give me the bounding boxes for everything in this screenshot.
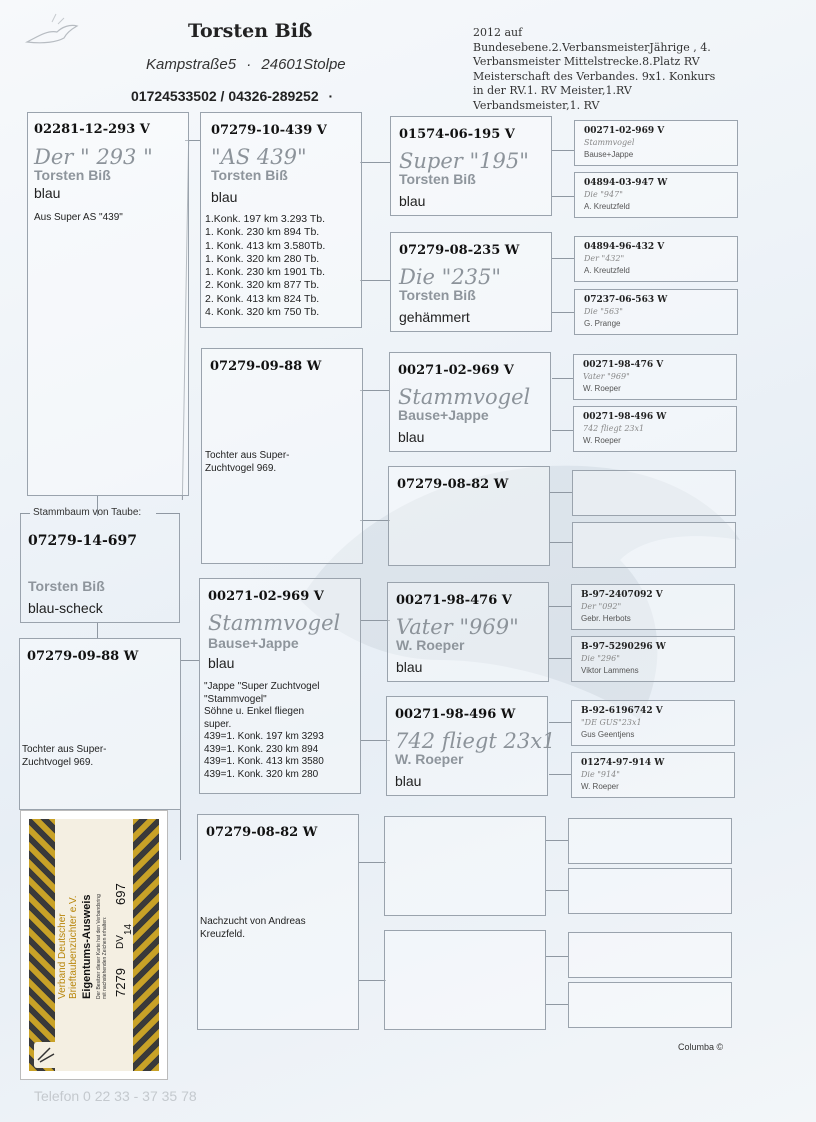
- dv-label: DV: [115, 935, 126, 949]
- g4-box: [568, 932, 732, 978]
- ornament-strip-right: [133, 819, 159, 1071]
- phones: 01724533502 / 04326-289252: [131, 88, 319, 104]
- card-fine-print-2: mit nachstehenden Zeichen erhalten:: [102, 916, 108, 999]
- g4-box: [571, 584, 735, 630]
- note-line: 439=1. Konk. 230 km 894: [204, 743, 319, 755]
- pigeon-note: [22, 743, 107, 769]
- g4-box: [573, 406, 737, 452]
- subject-ring-number: 07279-14-697: [28, 533, 138, 549]
- breeder: Viktor Lammens: [581, 666, 639, 675]
- org-line2: Brieftaubenzüchter e.V.: [68, 895, 79, 999]
- ring-number: 04894-96-432 V: [584, 242, 665, 252]
- pigeon-name: 742 fliegt 23x1: [395, 729, 556, 753]
- mother-box: [19, 638, 181, 810]
- breeder: W. Roeper: [583, 436, 621, 445]
- pigeon-name: Vater "969": [583, 372, 630, 381]
- street: Kampstraße5: [146, 56, 237, 73]
- g4-box: [571, 700, 735, 746]
- note-line: super.: [204, 718, 232, 730]
- g4-box: [574, 289, 738, 335]
- result-line: 1. Konk. 413 km 3.580Tb.: [205, 239, 326, 252]
- father-box: [27, 112, 189, 496]
- club-number: 7279: [113, 968, 128, 997]
- g4-box: [568, 868, 732, 914]
- result-line: 4. Konk. 320 km 750 Tb.: [205, 306, 320, 319]
- bird-logo-icon: [22, 12, 82, 62]
- achievements: [473, 26, 773, 113]
- ornament-strip-left: [29, 819, 55, 1071]
- org-line1: Verband Deutscher: [57, 913, 68, 999]
- mf-box: [199, 578, 361, 794]
- note-line: Zuchtvogel 969.: [22, 757, 94, 768]
- ring-number: 07279-09-88 W: [210, 359, 322, 374]
- pigeon-note: [205, 449, 290, 475]
- owner-phones: [131, 88, 333, 104]
- ring-number: 07237-06-563 W: [584, 295, 668, 305]
- pigeon-name: Stammvogel: [584, 138, 635, 147]
- separator: ·: [246, 56, 252, 73]
- achievement-line: in der RV.1. RV Meister,1.RV: [473, 84, 632, 97]
- feather-color: blau: [208, 655, 235, 671]
- pigeon-name: Super "195": [399, 149, 529, 173]
- result-line: 1. Konk. 230 km 1901 Tb.: [205, 266, 326, 279]
- breeder: A. Kreutzfeld: [584, 266, 630, 275]
- note-line: 439=1. Konk. 413 km 3580: [204, 756, 324, 767]
- pigeon-name: Stammvogel: [208, 611, 341, 635]
- breeder: Torsten Biß: [211, 167, 288, 183]
- pigeon-note: [200, 915, 306, 941]
- result-line: 1. Konk. 320 km 280 Tb.: [205, 252, 320, 265]
- subject-label: Stammbaum von Taube:: [33, 507, 142, 518]
- card-ring-number: 697: [113, 883, 128, 905]
- ring-number: 07279-08-235 W: [399, 243, 520, 258]
- ff-box: [200, 112, 362, 328]
- achievement-line: Bundesebene.2.VerbansmeisterJährige , 4.: [473, 40, 711, 54]
- breeder: Torsten Biß: [399, 171, 476, 187]
- g3-box: [384, 816, 546, 916]
- breeder: W. Roeper: [583, 384, 621, 393]
- g3-box: [389, 352, 551, 452]
- ring-number: B-92-6196742 V: [581, 706, 663, 716]
- g4-box: [568, 982, 732, 1028]
- ring-number: 02281-12-293 V: [34, 122, 150, 137]
- ring-number: 00271-98-476 V: [396, 593, 512, 608]
- owner-address: [146, 56, 346, 73]
- subject-breeder: Torsten Biß: [28, 578, 105, 594]
- g3-box: [390, 232, 552, 332]
- pigeon-name: Die "914": [581, 770, 620, 779]
- breeder: G. Prange: [584, 319, 621, 328]
- breeder: Torsten Biß: [34, 167, 111, 183]
- feather-color: blau: [211, 189, 238, 205]
- feather-color: blau: [34, 185, 61, 201]
- card-title: Eigentums-Ausweis: [81, 894, 93, 999]
- note-line: 439=1. Konk. 320 km 280: [204, 768, 319, 780]
- note-line: Tochter aus Super-: [205, 450, 290, 461]
- g3-box: [384, 930, 546, 1030]
- breeder: Gebr. Herbots: [581, 614, 631, 623]
- ring-number: 07279-09-88 W: [27, 649, 139, 664]
- pigeon-note: [204, 681, 324, 781]
- pigeon-name: Stammvogel: [398, 385, 531, 409]
- breeder: Bause+Jappe: [398, 407, 489, 423]
- breeder: W. Roeper: [396, 637, 465, 653]
- feather-color: gehämmert: [399, 309, 470, 325]
- g4-box: [572, 470, 736, 516]
- pigeon-name: Die "563": [584, 307, 623, 316]
- g4-box: [574, 236, 738, 282]
- ring-number: B-97-5290296 W: [581, 642, 666, 652]
- note-line: "Jappe "Super Zuchtvogel: [204, 681, 320, 692]
- ring-number: 04894-03-947 W: [584, 178, 668, 188]
- pigeon-name: 742 fliegt 23x1: [583, 424, 645, 433]
- ownership-card-inner: [29, 819, 159, 1071]
- pigeon-name: Der " 293 ": [34, 145, 153, 169]
- note-line: Kreuzfeld.: [200, 929, 246, 940]
- pigeon-name: "DE GUS"23x1: [581, 718, 642, 727]
- pigeon-name: Der "092": [581, 602, 622, 611]
- breeder: A. Kreutzfeld: [584, 202, 630, 211]
- achievement-line: 2012 auf: [473, 26, 523, 39]
- feather-color: blau: [398, 429, 425, 445]
- ring-number: 01574-06-195 V: [399, 127, 515, 142]
- result-line: 1. Konk. 230 km 894 Tb.: [205, 226, 320, 239]
- ring-number: 07279-08-82 W: [397, 477, 509, 492]
- note-line: Nachzucht von Andreas: [200, 916, 306, 927]
- achievement-line: Verbandsmeister,1. RV: [473, 98, 600, 112]
- g4-box: [574, 172, 738, 218]
- fm-box: [201, 348, 363, 564]
- g4-box: [572, 522, 736, 568]
- feather-color: blau: [396, 659, 423, 675]
- note-line: Zuchtvogel 969.: [205, 463, 277, 474]
- achievement-line: Meisterschaft des Verbandes. 9x1. Konkurs: [473, 69, 716, 83]
- breeder: Torsten Biß: [399, 287, 476, 303]
- g4-box: [571, 636, 735, 682]
- card-body: [55, 819, 133, 1071]
- phones-dot: ·: [328, 88, 334, 104]
- breeder: Bause+Jappe: [208, 635, 299, 651]
- ring-number: 01274-97-914 W: [581, 758, 665, 768]
- ring-number: 00271-02-969 V: [208, 589, 324, 604]
- ring-number: 07279-10-439 V: [211, 123, 327, 138]
- pigeon-name: Die "947": [584, 190, 623, 199]
- g3-box: [387, 582, 549, 682]
- breeder: Bause+Jappe: [584, 150, 634, 159]
- card-year: 14: [123, 923, 134, 935]
- pigeon-name: Die "235": [399, 265, 502, 289]
- result-line: 1.Konk. 197 km 3.293 Tb.: [205, 213, 326, 225]
- ring-number: 00271-98-496 W: [583, 412, 667, 422]
- g3-box: [390, 116, 552, 216]
- pigeon-name: "AS 439": [211, 145, 307, 169]
- race-results: [205, 213, 325, 319]
- pigeon-name: Der "432": [584, 254, 625, 263]
- owner-name: Torsten Biß: [188, 20, 313, 42]
- g4-box: [568, 818, 732, 864]
- telefon-footer: Telefon 0 22 33 - 37 35 78: [34, 1088, 197, 1104]
- pigeon-name: Vater "969": [396, 615, 519, 639]
- subject-color: blau-scheck: [28, 600, 103, 616]
- card-fine-print-1: Der Besitzer dieser Karte hat den Verbandsring: [96, 894, 102, 999]
- feather-color: blau: [395, 773, 422, 789]
- ring-number: 00271-98-496 W: [395, 707, 516, 722]
- mm-box: [197, 814, 359, 1030]
- pigeon-note: Aus Super AS "439": [34, 212, 123, 223]
- breeder: W. Roeper: [581, 782, 619, 791]
- g4-box: [574, 120, 738, 166]
- city: 24601Stolpe: [261, 56, 346, 73]
- feather-color: blau: [399, 193, 426, 209]
- ring-number: 07279-08-82 W: [206, 825, 318, 840]
- copyright: Columba ©: [678, 1042, 724, 1052]
- breeder: Gus Geentjens: [581, 730, 635, 739]
- ring-number: 00271-02-969 V: [584, 126, 665, 136]
- ring-number: 00271-98-476 V: [583, 360, 664, 370]
- hand-stamp-icon: [32, 1040, 60, 1070]
- g3-box: [388, 466, 550, 566]
- note-line: Söhne u. Enkel fliegen: [204, 706, 305, 717]
- g4-box: [571, 752, 735, 798]
- ring-number: B-97-2407092 V: [581, 590, 663, 600]
- achievement-line: Verbansmeister Mittelstrecke.8.Platz RV: [473, 55, 700, 68]
- breeder: W. Roeper: [395, 751, 464, 767]
- g4-box: [573, 354, 737, 400]
- result-line: 2. Konk. 413 km 824 Tb.: [205, 292, 320, 305]
- note-line: Tochter aus Super-: [22, 744, 107, 755]
- note-line: 439=1. Konk. 197 km 3293: [204, 731, 324, 742]
- g3-box: [386, 696, 556, 796]
- pigeon-name: Die "296": [581, 654, 620, 663]
- ring-number: 00271-02-969 V: [398, 363, 514, 378]
- note-line: "Stammvogel": [204, 693, 267, 705]
- result-line: 2. Konk. 320 km 877 Tb.: [205, 279, 320, 292]
